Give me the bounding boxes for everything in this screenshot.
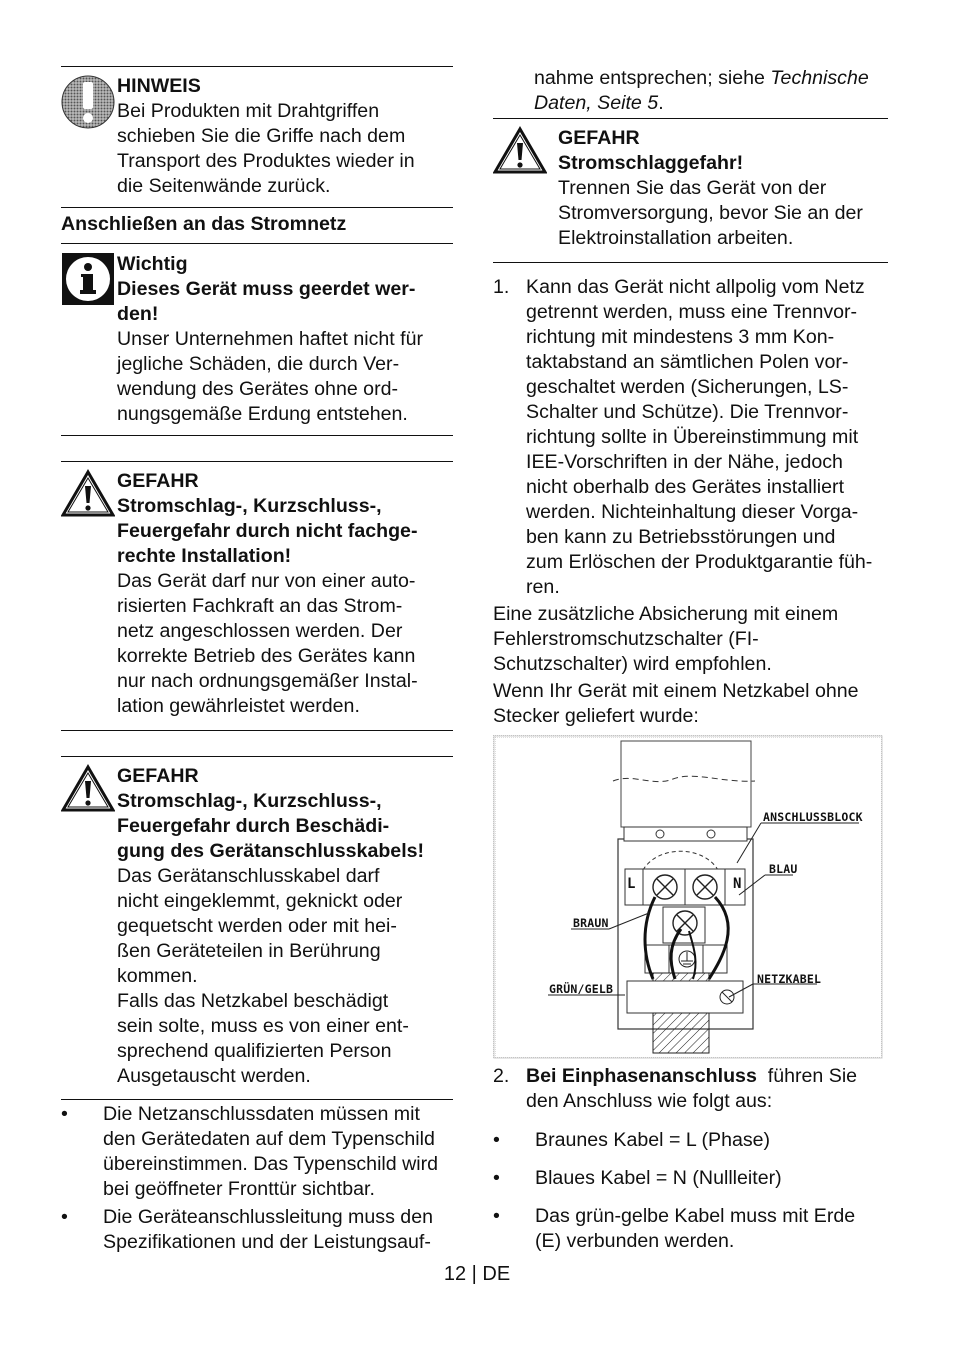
text-line <box>534 66 888 91</box>
text-line <box>534 91 888 116</box>
terminal-l-label: L <box>627 876 636 892</box>
text-line: geschaltet werden (Sicherungen, LS- <box>526 376 849 398</box>
text-line: richtung mit mindestens 3 mm Kon- <box>526 326 835 348</box>
label-gruen-gelb: GRÜN/GELB <box>549 982 614 996</box>
text-line: Spezifikationen und der Leistungsauf- <box>103 1231 431 1253</box>
section-heading: Anschließen an das Stromnetz <box>61 213 347 235</box>
text-line: nicht eingeklemmt, geknickt oder <box>117 890 403 912</box>
text-line: korrekte Betrieb des Gerätes kann <box>117 645 416 667</box>
text-line: richtung sollte in Übereinstimmung mit <box>526 426 859 448</box>
text-line: sein solte, muss es von einer ent- <box>117 1015 409 1037</box>
text-line: Stecker geliefert wurde: <box>493 705 699 727</box>
text-span: Bei Einphasenanschluss <box>526 1065 757 1087</box>
step-1 <box>493 263 888 600</box>
text-line: die Seitenwände zurück. <box>117 175 331 197</box>
text-line: (E) verbunden werden. <box>535 1230 735 1252</box>
text-line: lation gewährleistet werden. <box>117 695 360 717</box>
label-braun: BRAUN <box>573 916 609 930</box>
text-line: Feuergefahr durch nicht fachge- <box>117 520 418 542</box>
text-line: Eine zusätzliche Absicherung mit einem <box>493 603 839 625</box>
wiring-diagram <box>493 735 883 1059</box>
text-line: Elektroinstallation arbeiten. <box>558 227 794 249</box>
gefahr-title: GEFAHR <box>117 470 199 492</box>
label-anschlussblock: ANSCHLUSSBLOCK <box>763 810 863 824</box>
text-line: ben kann zu Betriebsstörungen und <box>526 526 836 548</box>
text-line: Trennen Sie das Gerät von der <box>558 177 827 199</box>
text-line: Schalter und Schütze). Die Trennvor- <box>526 401 849 423</box>
text-line: Das Gerät darf nur von einer auto- <box>117 570 416 592</box>
text-line: Schutzschalter) wird empfohlen. <box>493 653 772 675</box>
label-blau: BLAU <box>769 862 798 876</box>
text-line: ren. <box>526 576 560 598</box>
text-line: gung des Gerätanschlusskabels! <box>117 840 425 862</box>
text-line: risierten Fachkraft an das Strom- <box>117 595 403 617</box>
text-line: nungsgemäße Erdung entstehen. <box>117 403 408 425</box>
text-span: nahme entsprechen; siehe <box>534 67 771 89</box>
text-line: Dieses Gerät muss geerdet wer- <box>117 278 416 300</box>
text-line: nur nach ordnungsgemäßer Instal- <box>117 670 418 692</box>
paragraph <box>493 602 888 677</box>
bullet: • <box>61 1206 68 1228</box>
text-line: Stromschlaggefahr! <box>558 152 744 174</box>
text-line: Kann das Gerät nicht allpolig vom Netz <box>526 276 865 298</box>
paragraph <box>493 679 888 729</box>
hinweis-box <box>61 67 453 207</box>
text-line: getrennt werden, muss eine Trennvor- <box>526 301 858 323</box>
text-line: Falls das Netzkabel beschädigt <box>117 990 389 1012</box>
text-line: Die Geräteanschlussleitung muss den <box>103 1206 434 1228</box>
text-line: wendung des Gerätes ohne ord- <box>117 378 399 400</box>
text-line: Feuergefahr durch Beschädi- <box>117 815 390 837</box>
label-netzkabel: NETZKABEL <box>757 972 822 986</box>
text-line: netz angeschlossen werden. Der <box>117 620 403 642</box>
text-line: Stromschlag-, Kurzschluss-, <box>117 495 382 517</box>
step-2 <box>493 1064 888 1114</box>
text-line: nicht oberhalb des Gerätes installiert <box>526 476 845 498</box>
gefahr-title: GEFAHR <box>117 765 199 787</box>
text-line: Stromschlag-, Kurzschluss-, <box>117 790 382 812</box>
text-line: Das Gerätanschlusskabel darf <box>117 865 380 887</box>
left-column <box>61 66 453 1255</box>
terminal-n-label: N <box>733 876 742 892</box>
text-line: werden. Nichteinhaltung dieser Vorga- <box>526 501 859 523</box>
text-line: gequetscht werden oder mit hei- <box>117 915 397 937</box>
text-line: den Gerätedaten auf dem Typenschild <box>103 1128 435 1150</box>
wichtig-title: Wichtig <box>117 253 188 275</box>
gefahr-title: GEFAHR <box>558 127 640 149</box>
text-line: Die Netzanschlussdaten müssen mit <box>103 1103 420 1125</box>
text-line: Wenn Ihr Gerät mit einem Netzkabel ohne <box>493 680 859 702</box>
text-line: übereinstimmen. Das Typenschild wird <box>103 1153 439 1175</box>
bullet: • <box>61 1103 68 1125</box>
info-icon <box>61 252 117 313</box>
text-line: Fehlerstromschutzschalter (FI- <box>493 628 759 650</box>
list-item <box>493 1204 888 1254</box>
hinweis-title: HINWEIS <box>117 75 201 97</box>
step-number: 1. <box>493 276 510 298</box>
list-item <box>493 1128 888 1153</box>
text-line: IEE-Vorschriften in der Nähe, jedoch <box>526 451 843 473</box>
text-line: Stromversorgung, bevor Sie an der <box>558 202 863 224</box>
gefahr-box-3 <box>493 119 888 262</box>
text-line: jegliche Schäden, die durch Ver- <box>117 353 400 375</box>
text-line: den Anschluss wie folgt aus: <box>526 1090 773 1112</box>
list-item <box>61 1102 453 1202</box>
bullet: • <box>493 1129 500 1151</box>
gefahr-box-1 <box>61 462 453 730</box>
warning-triangle-icon <box>493 126 558 183</box>
text-line: taktabstand an sämtlichen Polen vor- <box>526 351 849 373</box>
page-footer: 12 | DE <box>443 1263 511 1285</box>
text-span: führen Sie <box>756 1065 858 1087</box>
text-line: Braunes Kabel = L (Phase) <box>535 1129 771 1151</box>
text-line: ßen Geräteteilen in Berührung <box>117 940 381 962</box>
wichtig-box <box>61 244 453 435</box>
text-span: Technische <box>770 67 869 89</box>
text-line: Bei Produkten mit Drahtgriffen <box>117 100 380 122</box>
warning-triangle-icon <box>61 764 117 821</box>
wiring-diagram-graphic <box>493 735 883 1059</box>
text-line: Unser Unternehmen haftet nicht für <box>117 328 424 350</box>
text-span: Daten, Seite 5 <box>534 92 659 114</box>
text-line: schieben Sie die Griffe nach dem <box>117 125 406 147</box>
text-line: Das grün-gelbe Kabel muss mit Erde <box>535 1205 856 1227</box>
bullet: • <box>493 1205 500 1227</box>
gefahr-box-2 <box>61 757 453 1099</box>
right-column <box>493 66 888 1254</box>
list-item <box>61 1205 453 1255</box>
list-item <box>493 1166 888 1191</box>
text-line: Transport des Produktes wieder in <box>117 150 415 172</box>
warning-triangle-icon <box>61 469 117 526</box>
text-line: den! <box>117 303 159 325</box>
text-line: kommen. <box>117 965 198 987</box>
text-span: . <box>658 92 664 114</box>
text-line: rechte Installation! <box>117 545 292 567</box>
text-line: zum Erlöschen der Produktgarantie füh- <box>526 551 873 573</box>
text-line: Blaues Kabel = N (Nullleiter) <box>535 1167 782 1189</box>
text-line <box>526 1064 857 1089</box>
step-number: 2. <box>493 1065 510 1087</box>
text-line: Ausgetauscht werden. <box>117 1065 311 1087</box>
exclamation-circle-icon <box>61 74 117 137</box>
text-line: sprechend qualifizierten Person <box>117 1040 392 1062</box>
bullet: • <box>493 1167 500 1189</box>
bullet-list <box>493 1128 888 1254</box>
text-line: bei geöffneter Fronttür sichtbar. <box>103 1178 375 1200</box>
bullet-list <box>61 1100 453 1255</box>
